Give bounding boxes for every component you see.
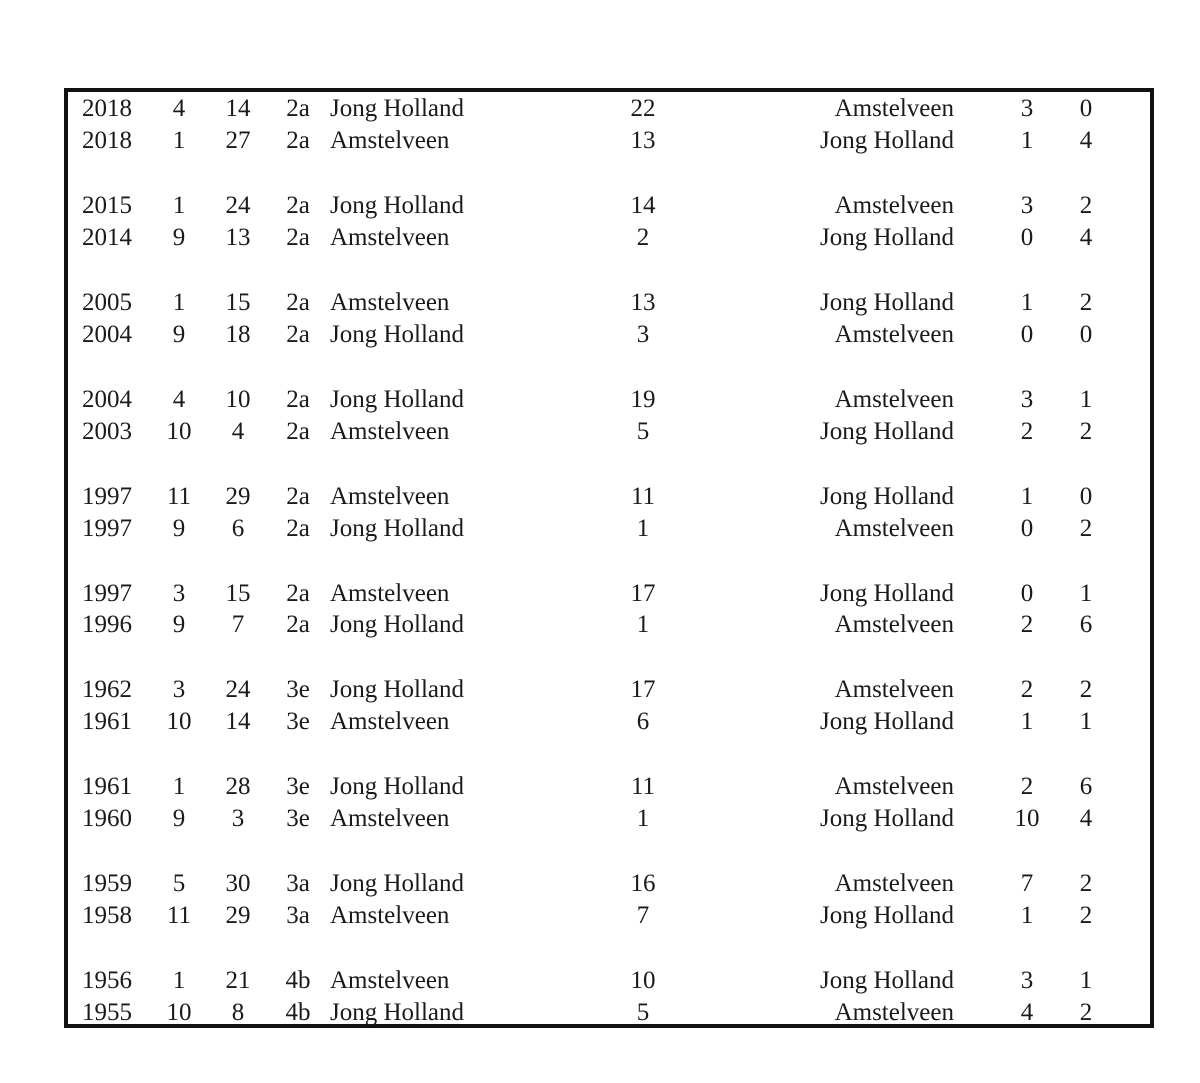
home-score-cell: 0 (1020, 580, 1034, 607)
year-cell: 1958 (82, 902, 132, 929)
round-cell: 10 (630, 967, 656, 994)
month-cell: 1 (172, 192, 186, 219)
month-cell: 1 (172, 127, 186, 154)
round-cell: 2 (636, 224, 650, 251)
year-cell: 1960 (82, 805, 132, 832)
home-team-cell: Jong Holland (330, 515, 465, 542)
table-row (68, 514, 1150, 544)
table-row (68, 191, 1150, 221)
home-team-cell: Amstelveen (330, 805, 450, 832)
home-score-cell: 3 (1020, 386, 1034, 413)
day-cell: 13 (225, 224, 251, 251)
away-team-cell: Amstelveen (834, 321, 954, 348)
round-cell: 22 (630, 95, 656, 122)
home-score-cell: 1 (1020, 483, 1034, 510)
table-row (68, 417, 1150, 447)
year-cell: 1959 (82, 870, 132, 897)
month-cell: 10 (166, 999, 192, 1026)
month-cell: 11 (166, 483, 192, 510)
home-score-cell: 0 (1020, 515, 1034, 542)
class-cell: 2a (286, 580, 310, 607)
home-score-cell: 2 (1020, 773, 1034, 800)
home-score-cell: 2 (1020, 418, 1034, 445)
class-cell: 2a (286, 321, 310, 348)
away-team-cell: Amstelveen (834, 870, 954, 897)
table-row (68, 126, 1150, 156)
day-cell: 8 (231, 999, 245, 1026)
away-score-cell: 1 (1079, 580, 1093, 607)
day-cell: 29 (225, 483, 251, 510)
table-row (68, 966, 1150, 996)
away-team-cell: Amstelveen (834, 676, 954, 703)
table-row (68, 579, 1150, 609)
home-team-cell: Jong Holland (330, 773, 465, 800)
away-team-cell: Jong Holland (819, 483, 954, 510)
year-cell: 1956 (82, 967, 132, 994)
class-cell: 2a (286, 386, 310, 413)
month-cell: 1 (172, 967, 186, 994)
away-score-cell: 2 (1079, 676, 1093, 703)
table-row (68, 869, 1150, 899)
day-cell: 14 (225, 708, 251, 735)
year-cell: 1955 (82, 999, 132, 1026)
class-cell: 2a (286, 95, 310, 122)
round-cell: 1 (636, 805, 650, 832)
away-team-cell: Jong Holland (819, 708, 954, 735)
year-cell: 2004 (82, 386, 132, 413)
year-cell: 2018 (82, 127, 132, 154)
results-table (64, 88, 1154, 1028)
round-cell: 14 (630, 192, 656, 219)
round-cell: 19 (630, 386, 656, 413)
away-team-cell: Jong Holland (819, 805, 954, 832)
table-row (68, 223, 1150, 253)
year-cell: 1996 (82, 611, 132, 638)
home-score-cell: 3 (1020, 967, 1034, 994)
table-row (68, 288, 1150, 318)
day-cell: 30 (225, 870, 251, 897)
day-cell: 21 (225, 967, 251, 994)
home-team-cell: Amstelveen (330, 289, 450, 316)
month-cell: 11 (166, 902, 192, 929)
month-cell: 4 (172, 95, 186, 122)
round-cell: 11 (630, 773, 656, 800)
away-score-cell: 2 (1079, 515, 1093, 542)
month-cell: 1 (172, 773, 186, 800)
away-team-cell: Amstelveen (834, 611, 954, 638)
home-team-cell: Amstelveen (330, 580, 450, 607)
home-team-cell: Jong Holland (330, 999, 465, 1026)
away-score-cell: 0 (1079, 483, 1093, 510)
year-cell: 2018 (82, 95, 132, 122)
home-team-cell: Jong Holland (330, 192, 465, 219)
year-cell: 2015 (82, 192, 132, 219)
away-team-cell: Jong Holland (819, 580, 954, 607)
away-score-cell: 2 (1079, 192, 1093, 219)
class-cell: 3a (286, 902, 310, 929)
home-team-cell: Jong Holland (330, 870, 465, 897)
class-cell: 3e (286, 805, 310, 832)
round-cell: 3 (636, 321, 650, 348)
month-cell: 3 (172, 580, 186, 607)
away-team-cell: Jong Holland (819, 967, 954, 994)
away-score-cell: 4 (1079, 224, 1093, 251)
table-row (68, 94, 1150, 124)
round-cell: 5 (636, 999, 650, 1026)
home-team-cell: Amstelveen (330, 708, 450, 735)
home-score-cell: 1 (1020, 289, 1034, 316)
month-cell: 1 (172, 289, 186, 316)
home-score-cell: 1 (1020, 708, 1034, 735)
away-score-cell: 1 (1079, 708, 1093, 735)
home-team-cell: Jong Holland (330, 95, 465, 122)
class-cell: 4b (285, 967, 311, 994)
year-cell: 2014 (82, 224, 132, 251)
home-team-cell: Jong Holland (330, 321, 465, 348)
class-cell: 2a (286, 611, 310, 638)
class-cell: 2a (286, 192, 310, 219)
day-cell: 7 (231, 611, 245, 638)
home-team-cell: Amstelveen (330, 224, 450, 251)
home-score-cell: 10 (1014, 805, 1040, 832)
away-team-cell: Jong Holland (819, 289, 954, 316)
table-row (68, 320, 1150, 350)
table-row (68, 675, 1150, 705)
year-cell: 2005 (82, 289, 132, 316)
away-score-cell: 6 (1079, 773, 1093, 800)
away-team-cell: Amstelveen (834, 999, 954, 1026)
away-team-cell: Amstelveen (834, 95, 954, 122)
home-team-cell: Amstelveen (330, 127, 450, 154)
away-score-cell: 2 (1079, 289, 1093, 316)
away-score-cell: 4 (1079, 805, 1093, 832)
home-team-cell: Jong Holland (330, 386, 465, 413)
round-cell: 17 (630, 676, 656, 703)
home-team-cell: Amstelveen (330, 418, 450, 445)
home-score-cell: 4 (1020, 999, 1034, 1026)
away-score-cell: 0 (1079, 95, 1093, 122)
table-row (68, 804, 1150, 834)
away-team-cell: Amstelveen (834, 773, 954, 800)
class-cell: 3e (286, 676, 310, 703)
year-cell: 1997 (82, 515, 132, 542)
round-cell: 6 (636, 708, 650, 735)
day-cell: 3 (231, 805, 245, 832)
month-cell: 5 (172, 870, 186, 897)
class-cell: 2a (286, 289, 310, 316)
year-cell: 2003 (82, 418, 132, 445)
table-row (68, 998, 1150, 1028)
class-cell: 2a (286, 515, 310, 542)
year-cell: 2004 (82, 321, 132, 348)
away-team-cell: Jong Holland (819, 418, 954, 445)
away-score-cell: 2 (1079, 870, 1093, 897)
month-cell: 9 (172, 321, 186, 348)
away-team-cell: Amstelveen (834, 386, 954, 413)
day-cell: 24 (225, 192, 251, 219)
away-team-cell: Jong Holland (819, 127, 954, 154)
year-cell: 1961 (82, 708, 132, 735)
table-row (68, 610, 1150, 640)
year-cell: 1997 (82, 483, 132, 510)
round-cell: 17 (630, 580, 656, 607)
day-cell: 29 (225, 902, 251, 929)
day-cell: 28 (225, 773, 251, 800)
class-cell: 2a (286, 418, 310, 445)
month-cell: 3 (172, 676, 186, 703)
class-cell: 3a (286, 870, 310, 897)
year-cell: 1962 (82, 676, 132, 703)
month-cell: 10 (166, 418, 192, 445)
table-row (68, 707, 1150, 737)
class-cell: 2a (286, 127, 310, 154)
round-cell: 1 (636, 611, 650, 638)
table-row (68, 385, 1150, 415)
home-score-cell: 2 (1020, 611, 1034, 638)
class-cell: 3e (286, 708, 310, 735)
month-cell: 9 (172, 611, 186, 638)
class-cell: 2a (286, 224, 310, 251)
round-cell: 16 (630, 870, 656, 897)
month-cell: 9 (172, 515, 186, 542)
month-cell: 9 (172, 224, 186, 251)
away-team-cell: Amstelveen (834, 192, 954, 219)
round-cell: 5 (636, 418, 650, 445)
home-team-cell: Amstelveen (330, 967, 450, 994)
home-score-cell: 0 (1020, 224, 1034, 251)
month-cell: 4 (172, 386, 186, 413)
day-cell: 27 (225, 127, 251, 154)
away-score-cell: 2 (1079, 902, 1093, 929)
table-row (68, 772, 1150, 802)
away-score-cell: 0 (1079, 321, 1093, 348)
day-cell: 15 (225, 289, 251, 316)
month-cell: 10 (166, 708, 192, 735)
home-score-cell: 7 (1020, 870, 1034, 897)
away-score-cell: 4 (1079, 127, 1093, 154)
round-cell: 1 (636, 515, 650, 542)
table-row (68, 482, 1150, 512)
year-cell: 1961 (82, 773, 132, 800)
away-score-cell: 1 (1079, 967, 1093, 994)
class-cell: 4b (285, 999, 311, 1026)
table-row (68, 901, 1150, 931)
away-team-cell: Jong Holland (819, 224, 954, 251)
round-cell: 11 (630, 483, 656, 510)
away-score-cell: 6 (1079, 611, 1093, 638)
home-score-cell: 0 (1020, 321, 1034, 348)
away-score-cell: 2 (1079, 418, 1093, 445)
home-score-cell: 3 (1020, 95, 1034, 122)
home-team-cell: Jong Holland (330, 611, 465, 638)
home-team-cell: Amstelveen (330, 902, 450, 929)
round-cell: 7 (636, 902, 650, 929)
round-cell: 13 (630, 289, 656, 316)
day-cell: 18 (225, 321, 251, 348)
day-cell: 15 (225, 580, 251, 607)
away-team-cell: Jong Holland (819, 902, 954, 929)
day-cell: 6 (231, 515, 245, 542)
home-team-cell: Jong Holland (330, 676, 465, 703)
home-score-cell: 1 (1020, 127, 1034, 154)
round-cell: 13 (630, 127, 656, 154)
day-cell: 24 (225, 676, 251, 703)
home-team-cell: Amstelveen (330, 483, 450, 510)
away-score-cell: 2 (1079, 999, 1093, 1026)
year-cell: 1997 (82, 580, 132, 607)
home-score-cell: 1 (1020, 902, 1034, 929)
away-team-cell: Amstelveen (834, 515, 954, 542)
class-cell: 3e (286, 773, 310, 800)
home-score-cell: 3 (1020, 192, 1034, 219)
home-score-cell: 2 (1020, 676, 1034, 703)
class-cell: 2a (286, 483, 310, 510)
month-cell: 9 (172, 805, 186, 832)
day-cell: 14 (225, 95, 251, 122)
day-cell: 4 (231, 418, 245, 445)
day-cell: 10 (225, 386, 251, 413)
away-score-cell: 1 (1079, 386, 1093, 413)
